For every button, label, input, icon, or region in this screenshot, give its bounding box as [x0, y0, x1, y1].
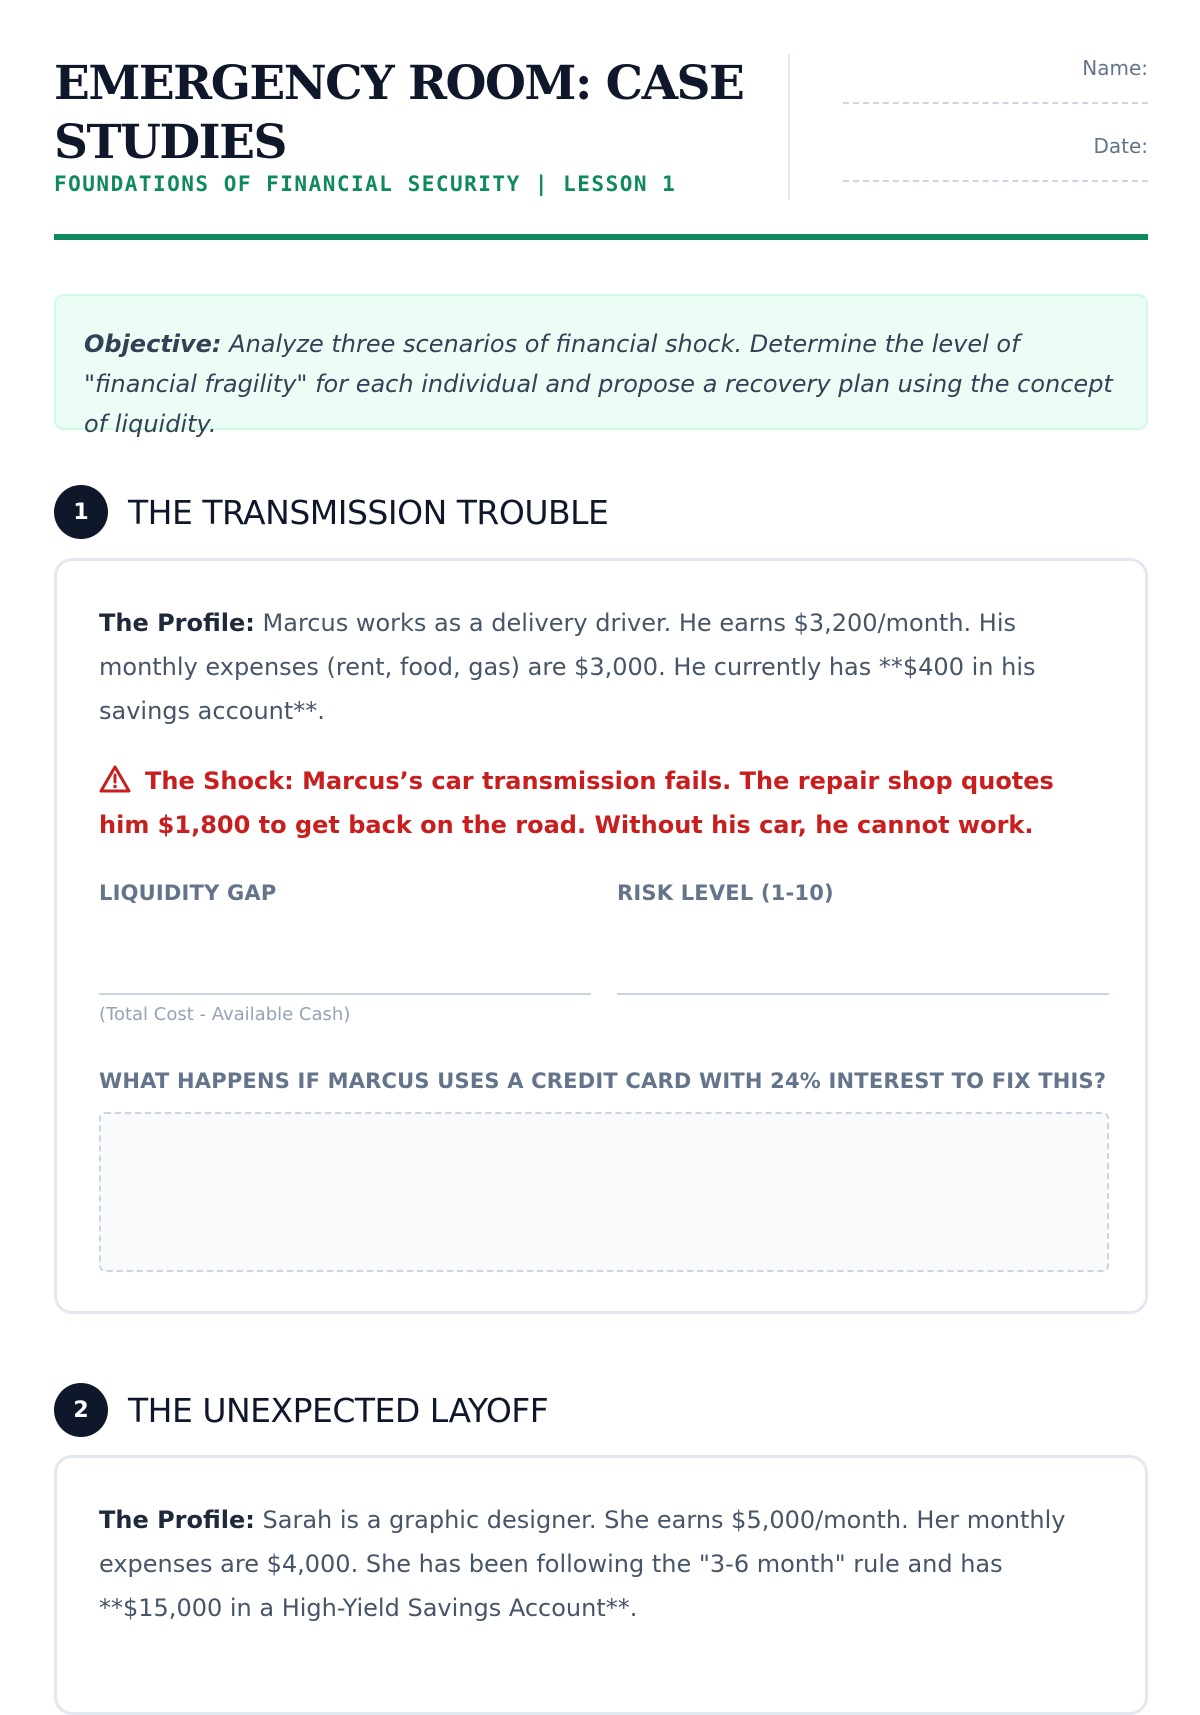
case-2-number: 2: [54, 1383, 108, 1437]
case-2-header: [54, 1382, 548, 1438]
case-2-card: [54, 1455, 1148, 1715]
name-line[interactable]: [843, 90, 1148, 104]
name-label: Name:: [1082, 56, 1148, 80]
case-1-title: THE TRANSMISSION TROUBLE: [128, 492, 609, 532]
case-1-shock: [99, 761, 1109, 845]
case-1-card: [54, 558, 1148, 1314]
case-1-number: 1: [54, 485, 108, 539]
profile-label: The Profile:: [99, 609, 255, 637]
shock-text: The Shock: Marcus’s car transmission fails. The repair shop quotes him $1,800 to get back on the road. Without his car, he cannot work.: [99, 767, 1054, 839]
risk-level-label: RISK LEVEL (1-10): [617, 881, 834, 905]
name-field[interactable]: [843, 56, 1148, 104]
date-line[interactable]: [843, 168, 1148, 182]
worksheet-page: [54, 0, 1148, 1622]
date-field[interactable]: [843, 134, 1148, 182]
page-title: EMERGENCY ROOM: CASE STUDIES: [54, 56, 744, 170]
case-1-header: [54, 484, 608, 540]
objective-label: Objective:: [84, 330, 222, 358]
case-2-profile: [99, 1498, 1109, 1630]
warning-icon: [99, 765, 131, 805]
credit-card-question: WHAT HAPPENS IF MARCUS USES A CREDIT CARD WITH 24% INTEREST TO FIX THIS?: [99, 1069, 1107, 1093]
liquidity-gap-label: LIQUIDITY GAP: [99, 881, 277, 905]
header-divider: [788, 54, 790, 200]
profile-text: Sarah is a graphic designer. She earns $5,000/month. Her monthly expenses are $4,000. She has been following the "3-6 month" rule and has **$15,000 in a High-Yield Savings Account**.: [99, 1506, 1066, 1622]
title-block: [54, 54, 774, 196]
case-1-profile: [99, 601, 1109, 733]
profile-label: The Profile:: [99, 1506, 255, 1534]
objective-box: [54, 294, 1148, 438]
objective-text: Analyze three scenarios of financial shock. Determine the level of "financial fragility" for each individual and propose a recovery plan using the concept of liquidity.: [84, 330, 1113, 438]
lesson-subtitle: FOUNDATIONS OF FINANCIAL SECURITY | LESSON 1: [54, 172, 677, 196]
liquidity-gap-input[interactable]: [99, 993, 591, 995]
liquidity-gap-hint: (Total Cost - Available Cash): [99, 1004, 351, 1025]
risk-level-input[interactable]: [617, 993, 1109, 995]
date-label: Date:: [1093, 134, 1148, 158]
profile-text: Marcus works as a delivery driver. He earns $3,200/month. His monthly expenses (rent, food, gas) are $3,000. He currently has **$400 in his savings account**.: [99, 609, 1036, 725]
credit-card-answer-box[interactable]: [99, 1112, 1109, 1272]
worksheet-header: [54, 0, 1148, 242]
case-2-title: THE UNEXPECTED LAYOFF: [128, 1390, 549, 1430]
header-rule: [54, 234, 1148, 240]
